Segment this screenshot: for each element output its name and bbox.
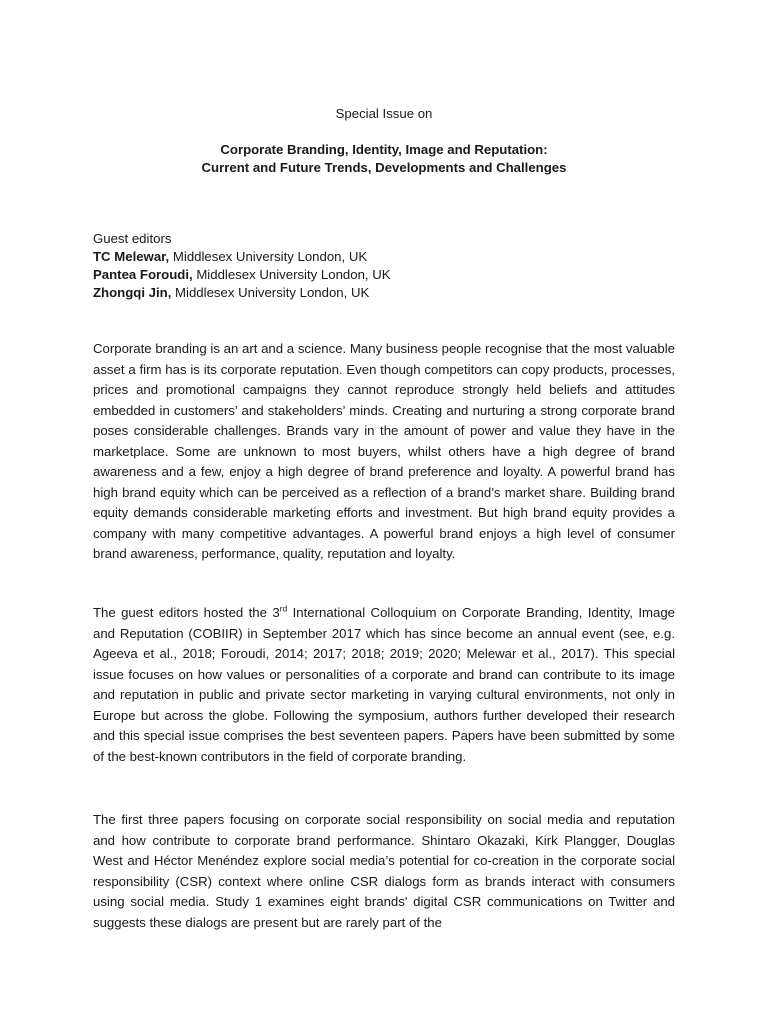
guest-editors-section: [93, 230, 675, 302]
editor-name: Zhongqi Jin,: [93, 285, 172, 300]
body-paragraph-1: Corporate branding is an art and a science. Many business people recognise that the most valuable asset a firm has is its corporate reputation. Even though competitors can copy products, processes, prices and promotional campaigns they cannot reproduce strongly held beliefs and attitudes embedded in customers’ and stakeholders’ minds. Creating and nurturing a strong corporate brand poses considerable challenges. Brands vary in the amount of power and value they have in the marketplace. Some are unknown to most buyers, whilst others have a high degree of brand awareness and a few, enjoy a high degree of brand preference and loyalty. A powerful brand has high brand equity which can be perceived as a reflection of a brand’s market share. Building brand equity demands considerable marketing efforts and investment. But high brand equity provides a company with many competitive advantages. A powerful brand enjoys a high level of consumer brand awareness, performance, quality, reputation and loyalty.: [93, 341, 675, 561]
document-title: [93, 141, 675, 177]
title-line-1: Corporate Branding, Identity, Image and Reputation:: [220, 142, 548, 157]
editor-affiliation: Middlesex University London, UK: [169, 249, 368, 264]
editor-name: TC Melewar,: [93, 249, 170, 264]
guest-editors-label: Guest editors: [93, 231, 172, 246]
editor-affiliation: Middlesex University London, UK: [171, 285, 370, 300]
paragraph-text: International Colloquium on Corporate Branding, Identity, Image and Reputation (COBIIR) in September 2017 which has since become an annual event (see, e.g. Ageeva et al., 2018; Foroudi, 2014; 2017; 2018; 2019; 2020; Melewar et al., 2017). This special issue focuses on how values or personalities of a corporate and brand can contribute to its image and reputation in public and private sector marketing in varying cultural environments, not only in Europe but across the globe. Following the symposium, authors further developed their research and this special issue comprises the best seventeen papers. Papers have been submitted by some of the best-known contributors in the field of corporate branding.: [93, 605, 675, 764]
editor-entry: [93, 266, 675, 284]
editor-entry: [93, 248, 675, 266]
editor-name: Pantea Foroudi,: [93, 267, 193, 282]
editor-entry: [93, 284, 675, 302]
special-issue-label: Special Issue on: [335, 106, 433, 121]
body-paragraph-2: [93, 603, 675, 767]
ordinal-superscript: rd: [279, 603, 288, 614]
editor-affiliation: Middlesex University London, UK: [192, 267, 391, 282]
paragraph-text: The guest editors hosted the 3: [93, 605, 280, 620]
title-line-2: Current and Future Trends, Developments and Challenges: [201, 160, 567, 175]
body-paragraph-3: The first three papers focusing on corporate social responsibility on social media and reputation and how contribute to corporate brand performance. Shintaro Okazaki, Kirk Plangger, Douglas West and Héctor Menéndez explore social media’s potential for co-creation in the corporate social responsibility (CSR) context where online CSR dialogs form as brands interact with consumers using social media. Study 1 examines eight brands' digital CSR communications on Twitter and suggests these dialogs are present but are rarely part of the: [93, 812, 675, 930]
